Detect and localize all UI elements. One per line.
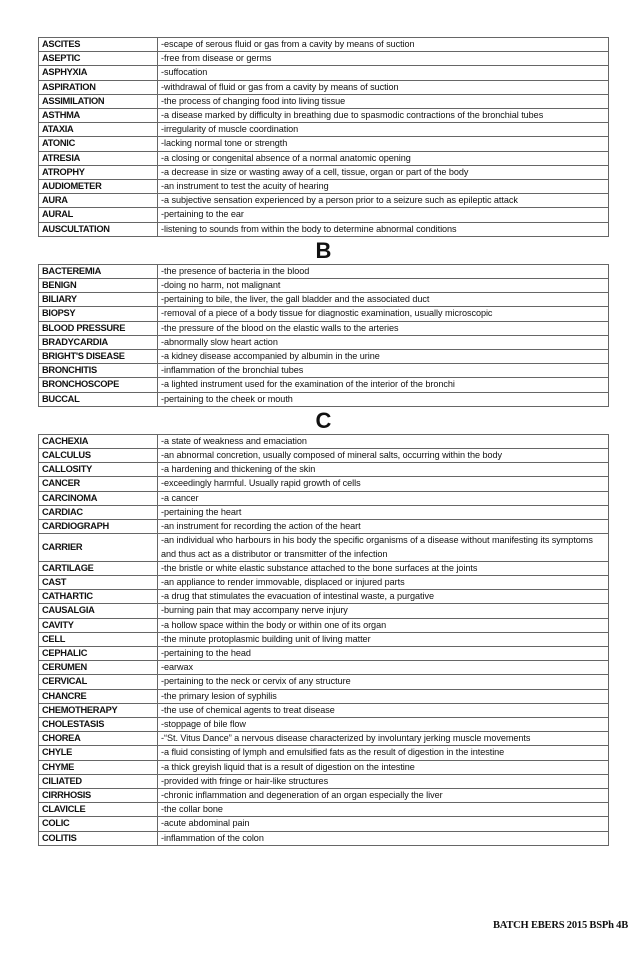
term-cell: ASTHMA	[39, 109, 158, 123]
definition-cell: -the process of changing food into living tissue	[158, 94, 609, 108]
definition-cell: -the use of chemical agents to treat disease	[158, 703, 609, 717]
table-row	[39, 675, 609, 689]
table-row	[39, 604, 609, 618]
definition-cell: -the collar bone	[158, 803, 609, 817]
table-row	[39, 222, 609, 236]
term-cell: CIRRHOSIS	[39, 788, 158, 802]
term-cell: ATROPHY	[39, 165, 158, 179]
table-row	[39, 321, 609, 335]
table-row	[39, 632, 609, 646]
section-heading-c: C	[315, 407, 332, 433]
definition-cell: -pertaining to the head	[158, 646, 609, 660]
term-cell: AUDIOMETER	[39, 180, 158, 194]
term-cell: CHOREA	[39, 732, 158, 746]
definition-cell: -a decrease in size or wasting away of a cell, tissue, organ or part of the body	[158, 165, 609, 179]
table-row	[39, 618, 609, 632]
definition-cell: -lacking normal tone or strength	[158, 137, 609, 151]
table-row	[39, 746, 609, 760]
table-row	[39, 38, 609, 52]
definition-cell: -abnormally slow heart action	[158, 335, 609, 349]
term-cell: BRONCHITIS	[39, 364, 158, 378]
table-row	[39, 392, 609, 406]
term-cell: CHOLESTASIS	[39, 717, 158, 731]
term-cell: BENIGN	[39, 279, 158, 293]
term-cell: CALCULUS	[39, 449, 158, 463]
definition-cell: -an abnormal concretion, usually composed of mineral salts, occurring within the body	[158, 449, 609, 463]
table-row	[39, 817, 609, 831]
table-row	[39, 732, 609, 746]
table-row	[39, 52, 609, 66]
term-cell: BUCCAL	[39, 392, 158, 406]
term-cell: COLIC	[39, 817, 158, 831]
term-cell: CELL	[39, 632, 158, 646]
definition-cell: -a lighted instrument used for the examination of the interior of the bronchi	[158, 378, 609, 392]
table-row	[39, 774, 609, 788]
table-row	[39, 279, 609, 293]
term-cell: CILIATED	[39, 774, 158, 788]
definition-cell: -acute abdominal pain	[158, 817, 609, 831]
term-cell: CARDIOGRAPH	[39, 520, 158, 534]
definition-cell: -the bristle or white elastic substance attached to the bone surfaces at the joints	[158, 561, 609, 575]
table-row	[39, 137, 609, 151]
term-cell: CHYLE	[39, 746, 158, 760]
definition-cell: -provided with fringe or hair-like structures	[158, 774, 609, 788]
term-cell: CAUSALGIA	[39, 604, 158, 618]
definition-cell: -irregularity of muscle coordination	[158, 123, 609, 137]
table-row	[39, 434, 609, 448]
definition-cell: -the primary lesion of syphilis	[158, 689, 609, 703]
term-cell: CHYME	[39, 760, 158, 774]
definition-cell: -pertaining to the neck or cervix of any structure	[158, 675, 609, 689]
term-cell: CARTILAGE	[39, 561, 158, 575]
term-cell: BRADYCARDIA	[39, 335, 158, 349]
definition-cell: -stoppage of bile flow	[158, 717, 609, 731]
definition-cell: -a state of weakness and emaciation	[158, 434, 609, 448]
table-row	[39, 293, 609, 307]
glossary-table-b	[38, 264, 609, 407]
term-cell: CANCER	[39, 477, 158, 491]
table-row	[39, 520, 609, 534]
term-cell: CARDIAC	[39, 505, 158, 519]
table-row	[39, 194, 609, 208]
term-cell: BRIGHT'S DISEASE	[39, 350, 158, 364]
definition-cell: -pertaining to the ear	[158, 208, 609, 222]
definition-cell: -an instrument to test the acuity of hearing	[158, 180, 609, 194]
glossary-table-a	[38, 37, 609, 237]
definition-cell: -exceedingly harmful. Usually rapid growth of cells	[158, 477, 609, 491]
definition-cell: -a thick greyish liquid that is a result of digestion on the intestine	[158, 760, 609, 774]
term-cell: AUSCULTATION	[39, 222, 158, 236]
term-cell: CATHARTIC	[39, 590, 158, 604]
definition-cell: -a closing or congenital absence of a normal anatomic opening	[158, 151, 609, 165]
glossary-page	[38, 37, 609, 846]
table-row	[39, 491, 609, 505]
definition-cell: -a kidney disease accompanied by albumin in the urine	[158, 350, 609, 364]
glossary-table-c	[38, 434, 609, 846]
term-cell: ASPHYXIA	[39, 66, 158, 80]
term-cell: CAST	[39, 575, 158, 589]
table-row	[39, 151, 609, 165]
definition-cell: -removal of a piece of a body tissue for diagnostic examination, usually microscopic	[158, 307, 609, 321]
term-cell: AURA	[39, 194, 158, 208]
definition-cell: -doing no harm, not malignant	[158, 279, 609, 293]
term-cell: BRONCHOSCOPE	[39, 378, 158, 392]
section-heading-b: B	[315, 237, 332, 263]
table-row	[39, 788, 609, 802]
table-row	[39, 264, 609, 278]
term-cell: COLITIS	[39, 831, 158, 845]
term-cell: CARRIER	[39, 534, 158, 561]
table-row	[39, 109, 609, 123]
definition-cell: -a fluid consisting of lymph and emulsified fats as the result of digestion in the intestine	[158, 746, 609, 760]
definition-cell: -pertaining to bile, the liver, the gall bladder and the associated duct	[158, 293, 609, 307]
definition-cell: -listening to sounds from within the body to determine abnormal conditions	[158, 222, 609, 236]
definition-cell: -escape of serous fluid or gas from a cavity by means of suction	[158, 38, 609, 52]
table-row	[39, 534, 609, 561]
definition-cell: -a hollow space within the body or within one of its organ	[158, 618, 609, 632]
table-row	[39, 803, 609, 817]
term-cell: ATAXIA	[39, 123, 158, 137]
table-row	[39, 364, 609, 378]
definition-cell: -earwax	[158, 661, 609, 675]
footer-batch-label: BATCH EBERS 2015 BSPh 4B	[492, 920, 628, 931]
table-row	[39, 561, 609, 575]
definition-cell: -pertaining to the cheek or mouth	[158, 392, 609, 406]
term-cell: ASCITES	[39, 38, 158, 52]
term-cell: ASSIMILATION	[39, 94, 158, 108]
definition-cell: -pertaining the heart	[158, 505, 609, 519]
definition-cell: -a drug that stimulates the evacuation of intestinal waste, a purgative	[158, 590, 609, 604]
table-row	[39, 123, 609, 137]
definition-cell: -an instrument for recording the action of the heart	[158, 520, 609, 534]
term-cell: CERVICAL	[39, 675, 158, 689]
term-cell: CEPHALIC	[39, 646, 158, 660]
term-cell: CERUMEN	[39, 661, 158, 675]
definition-cell: -chronic inflammation and degeneration of an organ especially the liver	[158, 788, 609, 802]
table-row	[39, 94, 609, 108]
definition-cell: -inflammation of the bronchial tubes	[158, 364, 609, 378]
term-cell: CLAVICLE	[39, 803, 158, 817]
definition-cell: -withdrawal of fluid or gas from a cavity by means of suction	[158, 80, 609, 94]
table-row	[39, 208, 609, 222]
table-row	[39, 449, 609, 463]
table-row	[39, 350, 609, 364]
table-row	[39, 717, 609, 731]
term-cell: CHEMOTHERAPY	[39, 703, 158, 717]
table-row	[39, 66, 609, 80]
definition-cell: -free from disease or germs	[158, 52, 609, 66]
table-row	[39, 689, 609, 703]
table-row	[39, 831, 609, 845]
definition-cell: -the minute protoplasmic building unit of living matter	[158, 632, 609, 646]
table-row	[39, 463, 609, 477]
term-cell: CARCINOMA	[39, 491, 158, 505]
definition-cell: -an appliance to render immovable, displaced or injured parts	[158, 575, 609, 589]
term-cell: AURAL	[39, 208, 158, 222]
definition-cell: -the pressure of the blood on the elastic walls to the arteries	[158, 321, 609, 335]
term-cell: CAVITY	[39, 618, 158, 632]
table-row	[39, 80, 609, 94]
definition-cell: -“St. Vitus Dance” a nervous disease characterized by involuntary jerking muscle movements	[158, 732, 609, 746]
definition-cell: -a hardening and thickening of the skin	[158, 463, 609, 477]
definition-cell: -inflammation of the colon	[158, 831, 609, 845]
term-cell: CALLOSITY	[39, 463, 158, 477]
table-row	[39, 335, 609, 349]
term-cell: ATRESIA	[39, 151, 158, 165]
definition-cell: -a disease marked by difficulty in breathing due to spasmodic contractions of the bronchial tubes	[158, 109, 609, 123]
term-cell: CACHEXIA	[39, 434, 158, 448]
term-cell: CHANCRE	[39, 689, 158, 703]
table-row	[39, 477, 609, 491]
term-cell: ASPIRATION	[39, 80, 158, 94]
table-row	[39, 760, 609, 774]
table-row	[39, 575, 609, 589]
term-cell: BLOOD PRESSURE	[39, 321, 158, 335]
table-row	[39, 378, 609, 392]
definition-cell: -a subjective sensation experienced by a person prior to a seizure such as epileptic attack	[158, 194, 609, 208]
table-row	[39, 180, 609, 194]
table-row	[39, 590, 609, 604]
definition-cell: -the presence of bacteria in the blood	[158, 264, 609, 278]
table-row	[39, 703, 609, 717]
table-row	[39, 646, 609, 660]
definition-cell: -suffocation	[158, 66, 609, 80]
term-cell: ATONIC	[39, 137, 158, 151]
definition-cell: -a cancer	[158, 491, 609, 505]
term-cell: BILIARY	[39, 293, 158, 307]
term-cell: BACTEREMIA	[39, 264, 158, 278]
definition-cell: -an individual who harbours in his body the specific organisms of a disease without manifesting its symptoms and thus act as a distributor or transmitter of the infection	[158, 534, 609, 561]
definition-cell: -burning pain that may accompany nerve injury	[158, 604, 609, 618]
term-cell: ASEPTIC	[39, 52, 158, 66]
table-row	[39, 307, 609, 321]
table-row	[39, 165, 609, 179]
term-cell: BIOPSY	[39, 307, 158, 321]
table-row	[39, 661, 609, 675]
table-row	[39, 505, 609, 519]
